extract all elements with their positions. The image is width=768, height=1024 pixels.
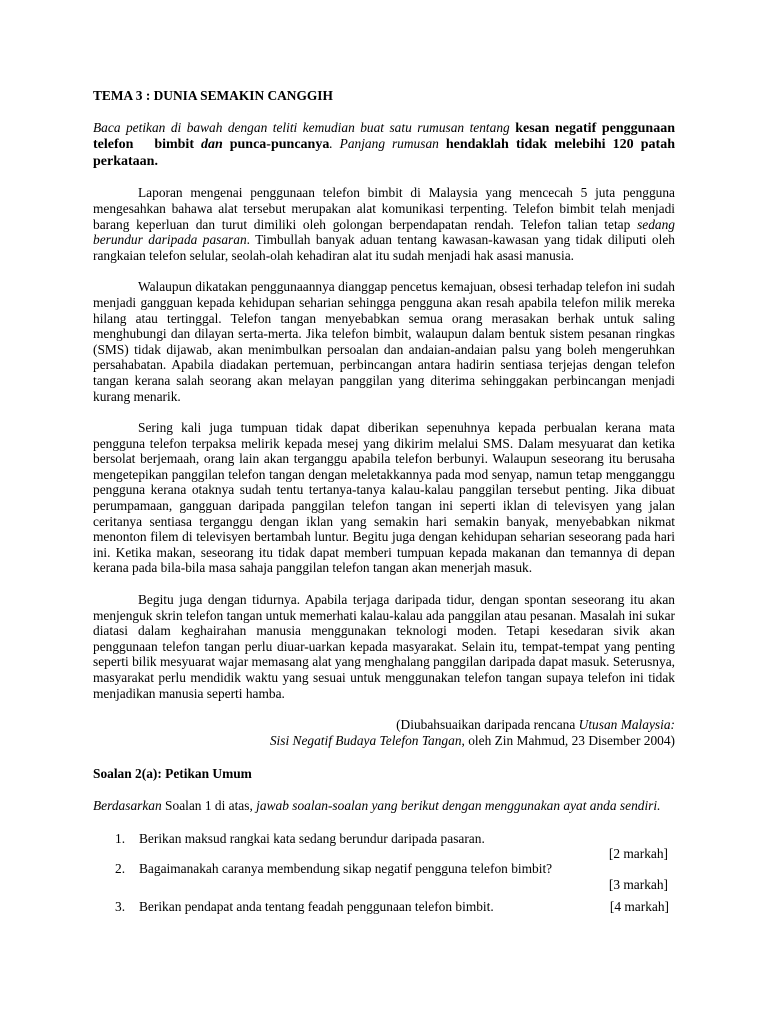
question-number: 2. [115, 860, 126, 876]
section-heading: Soalan 2(a): Petikan Umum [93, 766, 252, 782]
question-instruction [93, 798, 675, 814]
citation-article-title: Sisi Negatif Budaya Telefon Tangan [269, 732, 462, 748]
citation-author-date: , oleh Zin Mahmud, 23 Disember 2004) [461, 732, 675, 748]
citation-newspaper: Utusan Malaysia: [578, 717, 675, 733]
question-instruction-italic-2: jawab soalan-soalan yang berikut dengan menggunakan ayat anda sendiri. [256, 797, 661, 813]
question-number: 1. [115, 830, 126, 846]
passage-paragraph-1 [93, 185, 675, 263]
question-instruction-italic-1: Berdasarkan [93, 797, 162, 813]
instruction-bold-3: punca-puncanya [229, 137, 330, 153]
passage-paragraph-3: Sering kali juga tumpuan tidak dapat diberikan sepenuhnya kepada perbualan kerana mata pengguna telefon terpaksa melirik kepada mesej yang dikirim melalui SMS. Dalam mesyuarat dan ketika bersolat berjemaah, orang lain akan terganggu apabila telefon berbunyi. Walaupun seseorang itu berusaha mengetepikan panggilan telefon tangan dengan meletakkannya pada mod senyap, namun tetap mengganggu pengguna kerana otaknya sudah tentu tertanya-tanya kalau-kalau panggilan tersebut penting. Jika dibuat perumpamaan, gangguan daripada panggilan telefon tangan ini seperti iklan di televisyen yang jalan ceritanya sentiasa terganggu dengan iklan yang semakin hari semakin banyak, menyebabkan nikmat menonton filem di televisyen bertambah luntur. Begitu juga dengan kehidupan seharian seseorang pada hari ini. Ketika makan, seseorang itu tidak dapat memberi tumpuan kepada makanan dan temannya di depan kerana pada bila-bila masa sahaja panggilan telefon tangan akan menerjah masuk. [93, 420, 675, 576]
paragraph-1-italic-phrase: sedang berundur daripada pasaran [93, 216, 675, 248]
question-text: Berikan maksud rangkai kata sedang berundur daripada pasaran. [139, 830, 485, 846]
citation-line-2 [93, 733, 675, 749]
instruction-text-1: Baca petikan di bawah dengan teliti kemudian buat satu rumusan tentang [93, 119, 510, 135]
question-instruction-normal: Soalan 1 di atas, [165, 797, 253, 813]
question-text: Bagaimanakah caranya membendung sikap negatif pengguna telefon bimbit? [139, 860, 553, 876]
question-item [93, 831, 675, 861]
question-text: Berikan pendapat anda tentang feadah penggunaan telefon bimbit. [139, 898, 494, 914]
summary-instruction [93, 120, 675, 170]
passage-paragraph-4: Begitu juga dengan tidurnya. Apabila terjaga daripada tidur, dengan spontan seseorang itu akan menjenguk skrin telefon tangan untuk memerhati kalau-kalau ada panggilan atau pesanan. Masalah ini sukar diatasi dalam keghairahan manusia menggunakan teknologi moden. Tetapi kesedaran sivik akan penggunaan telefon tangan perlu diuar-uarkan kepada masyarakat. Selain itu, tempat-tempat yang penting seperti bilik mesyuarat wajar memasang alat yang menghalang panggilan daripada dapat masuk. Seterusnya, masyarakat perlu mendidik waktu yang sesuai untuk menggunakan telefon tangan supaya telefon ini tidak menjadikan manusia seperti hamba. [93, 592, 675, 701]
paragraph-1-text-b: . Timbullah banyak aduan tentang kawasan-kawasan yang tidak diliputi oleh rangkaian telefon selular, seolah-olah kehadiran alat itu sudah menjadi hak asasi manusia. [93, 232, 675, 263]
instruction-text-2: dan [200, 137, 223, 153]
citation-line-1 [93, 717, 675, 733]
instruction-text-3: . Panjang rumusan [329, 136, 439, 152]
question-marks: [4 markah] [609, 898, 669, 914]
document-title: TEMA 3 : DUNIA SEMAKIN CANGGIH [93, 88, 333, 103]
question-item [93, 899, 675, 919]
question-marks: [2 markah] [608, 845, 668, 861]
instruction-bold-4: hendaklah tidak melebihi 120 patah perkataan. [93, 137, 675, 169]
instruction-bold-1: kesan negatif penggunaan telefon [93, 120, 675, 153]
question-marks: [3 markah] [608, 876, 668, 892]
source-citation [93, 717, 675, 748]
passage-paragraph-2: Walaupun dikatakan penggunaannya dianggap pencetus kemajuan, obsesi terhadap telefon ini sudah menjadi gangguan kepada kehidupan seharian sehingga pengguna akan resah apabila telefon milik mereka hilang atau tertinggal. Telefon tangan menyebabkan semua orang merasakan berhak untuk saling menghubungi dan dilayan serta-merta. Jika telefon bimbit, walaupun dalam bentuk sistem pesanan ringkas (SMS) tidak dijawab, akan menimbulkan persoalan dan andaian-andaian palsu yang boleh mengeruhkan persahabatan. Apabila diadakan pertemuan, perbincangan antara hadirin sentiasa terjejas dengan telefon tangan kerana salah seorang akan melayan panggilan yang diterima sehinggakan perbincangan menjadi kurang menarik. [93, 279, 675, 404]
paragraph-1-text-a: Laporan mengenai penggunaan telefon bimbit di Malaysia yang mencecah 5 juta pengguna mengesahkan bahawa alat tersebut merupakan alat komunikasi terpenting. Telefon bimbit telah menjadi barang keperluan dan turut dimiliki oleh golongan berpendapatan rendah. Telefon talian tetap [93, 185, 675, 232]
question-item [93, 861, 675, 899]
instruction-bold-2: bimbit [154, 137, 194, 153]
question-number: 3. [115, 898, 126, 914]
citation-text-1: (Diubahsuaikan daripada rencana [396, 717, 576, 733]
question-list [93, 831, 675, 919]
